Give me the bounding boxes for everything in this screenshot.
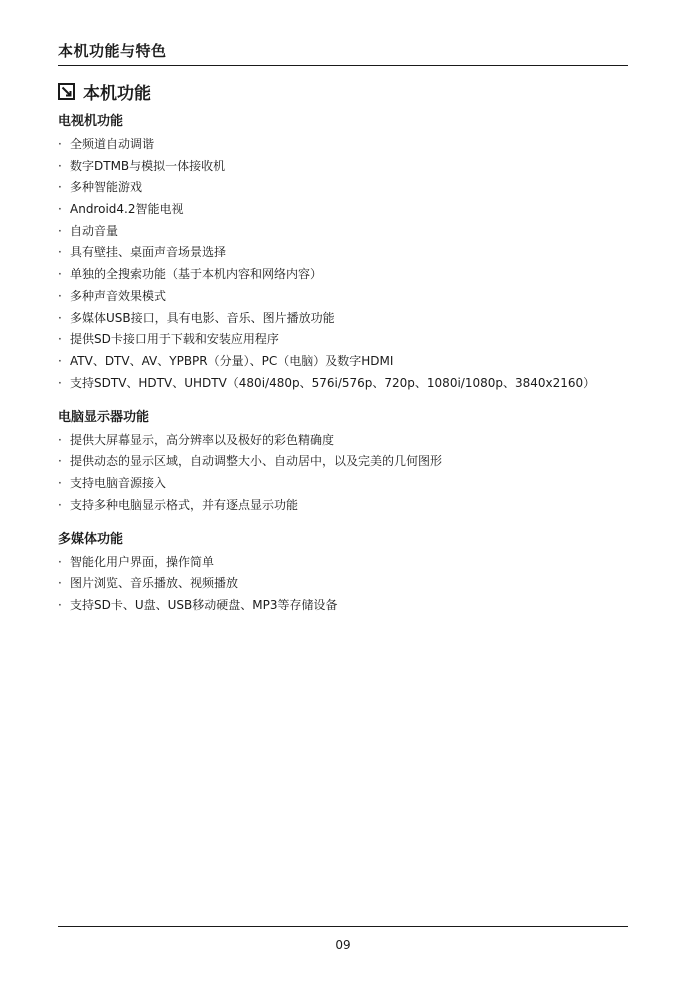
- list-item: · 单独的全搜索功能（基于本机内容和网络内容）: [58, 267, 323, 282]
- section-title: [58, 79, 151, 104]
- subsection-title: 电视机功能: [58, 114, 124, 129]
- list-item: · 智能化用户界面，操作简单: [58, 554, 215, 569]
- list-item: · 支持SD卡、U盘、USB移动硬盘、MP3等存储设备: [58, 598, 338, 612]
- feature-list: [58, 136, 618, 392]
- list-item: · Android4.2智能电视: [58, 202, 184, 217]
- subsection-title: 电脑显示器功能: [58, 409, 150, 425]
- list-item: · 提供大屏幕显示，高分辨率以及极好的彩色精确度: [58, 432, 335, 447]
- list-item: · 提供动态的显示区域，自动调整大小、自动居中，以及完美的几何图形: [58, 454, 443, 469]
- features-content: [58, 112, 618, 630]
- list-item: · 图片浏览、音乐播放、视频播放: [58, 576, 239, 591]
- list-item: · 具有壁挂、桌面声音场景选择: [58, 245, 227, 260]
- list-item: · 数字DTMB与模拟一体接收机: [58, 158, 226, 173]
- subsection-title: 多媒体功能: [58, 531, 124, 547]
- footer-divider: [58, 926, 628, 927]
- list-item: · 多种声音效果模式: [58, 288, 167, 303]
- list-item: · 支持电脑音源接入: [58, 475, 167, 490]
- list-item: · ATV、DTV、AV、YPBPR（分量）、PC（电脑）及数字HDMI: [58, 353, 394, 368]
- page-number: 09: [335, 938, 351, 952]
- list-item: · 全频道自动调谐: [58, 137, 155, 151]
- section-title-text: 本机功能: [83, 84, 151, 104]
- list-item: · 提供SD卡接口用于下载和安装应用程序: [58, 332, 279, 347]
- list-item: · 支持多种电脑显示格式，并有逐点显示功能: [58, 497, 299, 512]
- feature-list: [58, 554, 618, 614]
- feature-list: [58, 432, 618, 514]
- subsection-tv-features: [58, 112, 618, 392]
- list-item: · 多媒体USB接口，具有电影、音乐、图片播放功能: [58, 310, 335, 325]
- list-item: · 自动音量: [58, 223, 119, 238]
- list-item: · 多种智能游戏: [58, 180, 143, 195]
- page-header-title: 本机功能与特色: [58, 42, 167, 60]
- subsection-pc-monitor-features: [58, 408, 618, 514]
- checkbox-icon: [58, 83, 75, 100]
- subsection-multimedia-features: [58, 530, 618, 614]
- header-divider: [58, 65, 628, 66]
- list-item: · 支持SDTV、HDTV、UHDTV（480i/480p、576i/576p、720p、1080i/1080p、3840x2160）: [58, 375, 596, 390]
